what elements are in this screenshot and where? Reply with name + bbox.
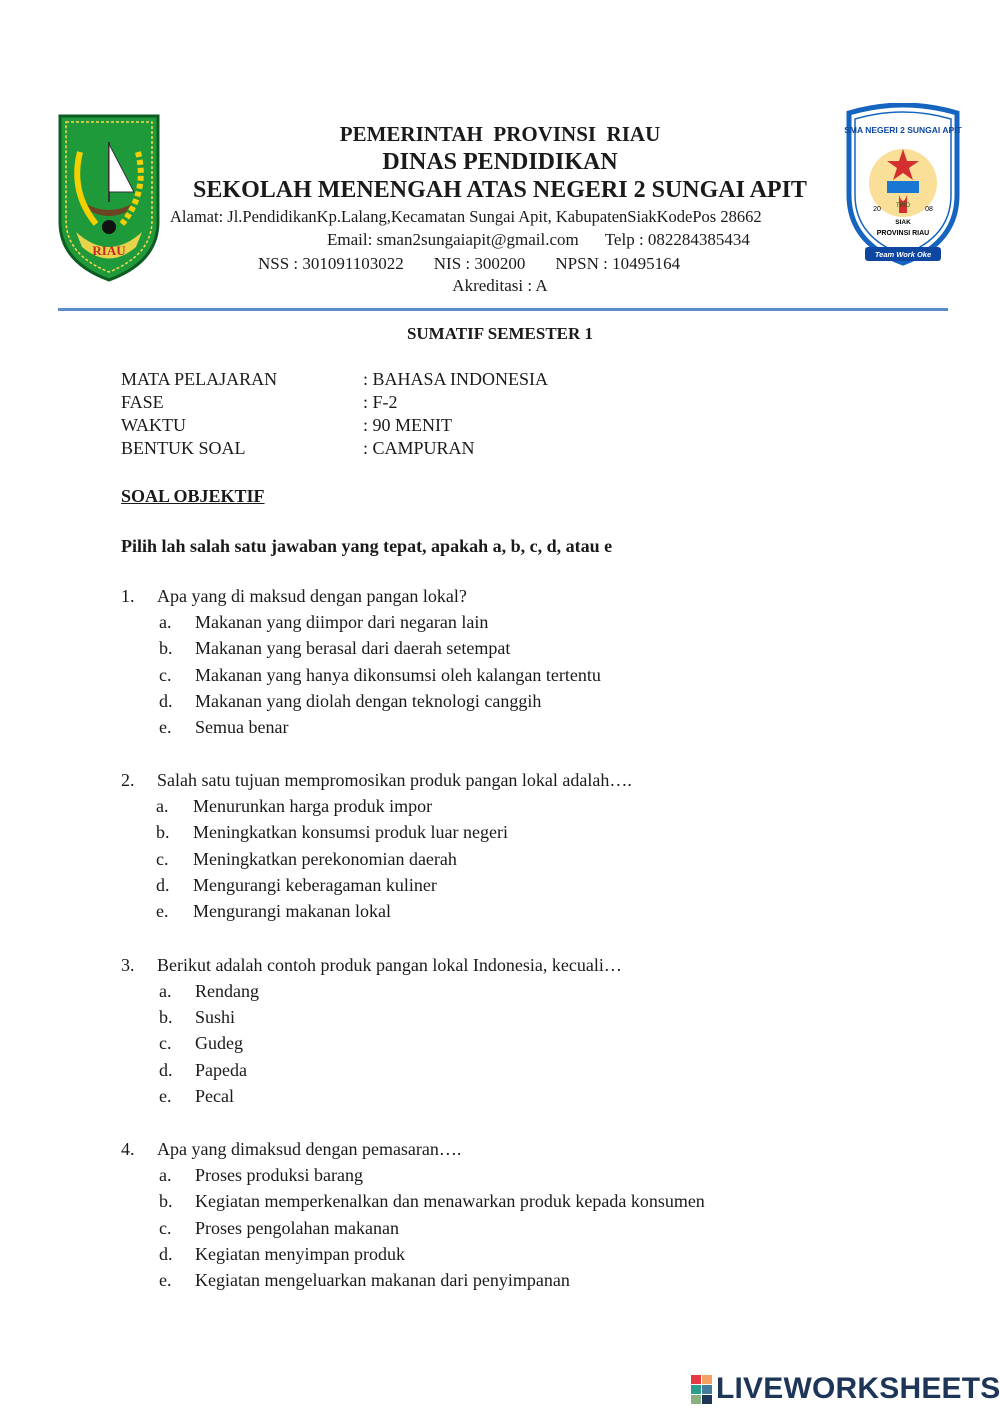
- option-text[interactable]: Proses produksi barang: [195, 1165, 363, 1185]
- exam-title: SUMATIF SEMESTER 1: [406, 324, 594, 343]
- nis-number: NIS : 300200: [433, 254, 526, 273]
- option-letter: d.: [159, 1060, 173, 1080]
- option-letter: b.: [159, 1007, 173, 1027]
- option-text[interactable]: Proses pengolahan makanan: [195, 1218, 399, 1238]
- option-letter: a.: [159, 1165, 172, 1185]
- option-text[interactable]: Kegiatan memperkenalkan dan menawarkan produk kepada konsumen: [195, 1191, 705, 1211]
- question-number: 1.: [121, 586, 135, 606]
- instructions: Pilih lah salah satu jawaban yang tepat, apakah a, b, c, d, atau e: [121, 536, 613, 556]
- option-text[interactable]: Kegiatan mengeluarkan makanan dari penyimpanan: [195, 1270, 570, 1290]
- header-divider: [58, 308, 948, 311]
- meta-key: WAKTU: [121, 415, 186, 435]
- liveworksheets-brand[interactable]: LIVEWORKSHEETS: [716, 1372, 1000, 1405]
- meta-value: : F-2: [363, 392, 398, 412]
- option-text[interactable]: Kegiatan menyimpan produk: [195, 1244, 405, 1264]
- option-letter: b.: [159, 638, 173, 658]
- government-heading: PEMERINTAH PROVINSI RIAU: [339, 122, 661, 146]
- option-letter: e.: [159, 1270, 172, 1290]
- svg-text:SMA NEGERI 2 SUNGAI APIT: SMA NEGERI 2 SUNGAI APIT: [844, 125, 962, 135]
- option-letter: a.: [156, 796, 169, 816]
- option-text[interactable]: Rendang: [195, 981, 259, 1001]
- meta-value: : 90 MENIT: [363, 415, 452, 435]
- school-identifiers: [258, 254, 710, 274]
- question-number: 4.: [121, 1139, 135, 1159]
- option-text[interactable]: Makanan yang hanya dikonsumsi oleh kalangan tertentu: [195, 665, 601, 685]
- option-text[interactable]: Makanan yang berasal dari daerah setempat: [195, 638, 511, 658]
- option-letter: a.: [159, 981, 172, 1001]
- option-letter: e.: [159, 1086, 172, 1106]
- contact-line: [327, 230, 750, 250]
- accreditation: Akreditasi : A: [452, 276, 548, 295]
- svg-text:PROVINSI RIAU: PROVINSI RIAU: [876, 230, 930, 237]
- option-letter: e.: [156, 901, 169, 921]
- option-letter: a.: [159, 612, 172, 632]
- option-text[interactable]: Gudeg: [195, 1033, 243, 1053]
- svg-text:TWO: TWO: [896, 203, 910, 209]
- option-text[interactable]: Papeda: [195, 1060, 247, 1080]
- option-letter: e.: [159, 717, 172, 737]
- svg-text:20: 20: [873, 206, 881, 213]
- option-letter: c.: [159, 665, 172, 685]
- option-text[interactable]: Mengurangi keberagaman kuliner: [193, 875, 437, 895]
- school-heading: SEKOLAH MENENGAH ATAS NEGERI 2 SUNGAI APIT: [193, 177, 807, 203]
- question-text: Apa yang di maksud dengan pangan lokal?: [157, 586, 467, 606]
- option-letter: b.: [159, 1191, 173, 1211]
- section-heading: SOAL OBJEKTIF: [121, 486, 265, 506]
- option-text[interactable]: Sushi: [195, 1007, 236, 1027]
- option-text[interactable]: Pecal: [195, 1086, 234, 1106]
- option-text[interactable]: Meningkatkan perekonomian daerah: [193, 849, 457, 869]
- option-letter: d.: [156, 875, 170, 895]
- nss-number: NSS : 301091103022: [258, 254, 404, 273]
- department-heading: DINAS PENDIDIKAN: [382, 149, 618, 175]
- option-text[interactable]: Menurunkan harga produk impor: [193, 796, 433, 816]
- svg-text:RIAU: RIAU: [92, 243, 126, 258]
- option-text[interactable]: Mengurangi makanan lokal: [193, 901, 391, 921]
- question-text: Apa yang dimaksud dengan pemasaran….: [157, 1139, 462, 1159]
- school-email: Email: sman2sungaiapit@gmail.com: [327, 230, 579, 249]
- question-number: 3.: [121, 955, 135, 975]
- question-number: 2.: [121, 770, 135, 790]
- liveworksheets-logo-icon: [691, 1374, 713, 1406]
- school-phone: Telp : 082284385434: [604, 230, 750, 249]
- option-letter: d.: [159, 1244, 173, 1264]
- option-letter: c.: [156, 849, 169, 869]
- meta-key: MATA PELAJARAN: [121, 369, 278, 389]
- option-text[interactable]: Makanan yang diolah dengan teknologi canggih: [195, 691, 542, 711]
- option-letter: c.: [159, 1218, 172, 1238]
- option-text[interactable]: Meningkatkan konsumsi produk luar negeri: [193, 822, 508, 842]
- svg-text:SIAK: SIAK: [895, 219, 911, 226]
- school-address: Alamat: Jl.PendidikanKp.Lalang,Kecamatan Sungai Apit, KabupatenSiakKodePos 28662: [170, 207, 762, 226]
- meta-key: BENTUK SOAL: [121, 438, 246, 458]
- question-text: Berikut adalah contoh produk pangan lokal Indonesia, kecuali…: [157, 955, 622, 975]
- meta-key: FASE: [121, 392, 164, 412]
- svg-text:08: 08: [925, 206, 933, 213]
- option-letter: b.: [156, 822, 170, 842]
- option-letter: d.: [159, 691, 173, 711]
- option-letter: c.: [159, 1033, 172, 1053]
- option-text[interactable]: Makanan yang diimpor dari negaran lain: [195, 612, 489, 632]
- option-text[interactable]: Semua benar: [195, 717, 289, 737]
- svg-text:Team Work Oke: Team Work Oke: [874, 250, 932, 259]
- meta-value: : BAHASA INDONESIA: [363, 369, 549, 389]
- npsn-number: NPSN : 10495164: [555, 254, 681, 273]
- meta-value: : CAMPURAN: [363, 438, 475, 458]
- question-text: Salah satu tujuan mempromosikan produk pangan lokal adalah….: [157, 770, 632, 790]
